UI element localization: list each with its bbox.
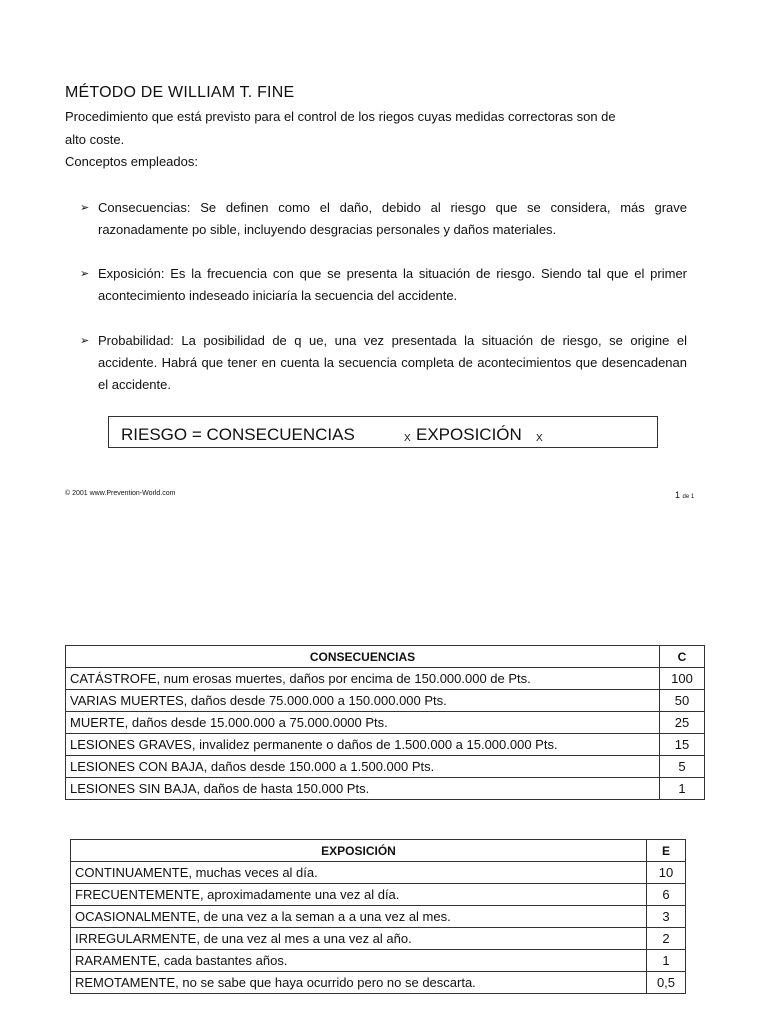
row-lead: CONTINUAMENTE bbox=[75, 865, 189, 880]
row-rest: , no se sabe que haya ocurrido pero no se descarta. bbox=[175, 975, 476, 990]
bullet-text: Consecuencias: Se definen como el daño, debido al riesgo que se considera, más grave razonadamente po sible, incluyendo desgracias personales y daños materiales. bbox=[98, 200, 687, 237]
bullet-consecuencias bbox=[80, 197, 687, 241]
row-value: 2 bbox=[647, 928, 686, 950]
row-rest: , muchas veces al día. bbox=[188, 865, 318, 880]
exposicion-table bbox=[70, 839, 686, 994]
arrow-bullet-icon: ➢ bbox=[80, 335, 90, 347]
table-header-row bbox=[66, 646, 705, 668]
table-header-row bbox=[71, 840, 686, 862]
bullet-text: Exposición: Es la frecuencia con que se presenta la situación de riesgo. Siendo tal que el primer acontecimiento indeseado iniciaría la secuencia del accidente. bbox=[98, 266, 687, 303]
row-value: 15 bbox=[660, 734, 705, 756]
row-value: 1 bbox=[647, 950, 686, 972]
table-row bbox=[66, 778, 705, 800]
row-rest: , num erosas muertes, daños por encima de 150.000.000 de Pts. bbox=[156, 671, 531, 686]
row-value: 50 bbox=[660, 690, 705, 712]
bullet-exposicion bbox=[80, 263, 687, 307]
page-number: 1 bbox=[675, 490, 681, 500]
table-row bbox=[66, 712, 705, 734]
table-row bbox=[66, 756, 705, 778]
row-rest: , de una vez a la seman a a una vez al mes. bbox=[196, 909, 451, 924]
row-lead: RARAMENTE bbox=[75, 953, 157, 968]
row-rest: , daños desde 75.000.000 a 150.000.000 Pts. bbox=[183, 693, 447, 708]
row-lead: LESIONES SIN BAJA bbox=[70, 781, 197, 796]
arrow-bullet-icon: ➢ bbox=[80, 268, 90, 280]
page-of: de 1 bbox=[682, 494, 695, 500]
table-row bbox=[66, 668, 705, 690]
bullet-probabilidad bbox=[80, 330, 687, 396]
table-row bbox=[66, 690, 705, 712]
document-title: MÉTODO DE WILLIAM T. FINE bbox=[65, 84, 295, 101]
table-row bbox=[66, 734, 705, 756]
consecuencias-table bbox=[65, 645, 705, 800]
table-row bbox=[71, 884, 686, 906]
row-rest: , daños de hasta 150.000 Pts. bbox=[196, 781, 370, 796]
row-description bbox=[71, 972, 647, 994]
concepts-label: Conceptos empleados: bbox=[65, 154, 198, 169]
intro-line-1: Procedimiento que está previsto para el control de los riegos cuyas medidas correctoras son de bbox=[65, 109, 616, 124]
row-value: 0,5 bbox=[647, 972, 686, 994]
table-row bbox=[71, 906, 686, 928]
row-value: 10 bbox=[647, 862, 686, 884]
row-rest: , de una vez al mes a una vez al año. bbox=[196, 931, 412, 946]
table-row bbox=[71, 950, 686, 972]
row-lead: REMOTAMENTE bbox=[75, 975, 176, 990]
footer-page-indicator bbox=[675, 490, 694, 500]
table-row bbox=[71, 972, 686, 994]
footer-copyright: © 2001 www.Prevention-World.com bbox=[65, 490, 176, 497]
arrow-bullet-icon: ➢ bbox=[80, 202, 90, 214]
row-lead: FRECUENTEMENTE bbox=[75, 887, 200, 902]
row-description bbox=[66, 690, 660, 712]
table-header-code: E bbox=[647, 840, 686, 862]
table-header-label: CONSECUENCIAS bbox=[66, 646, 660, 668]
row-description bbox=[71, 884, 647, 906]
row-value: 100 bbox=[660, 668, 705, 690]
risk-formula-box bbox=[108, 416, 658, 448]
row-rest: , invalidez permanente o daños de 1.500.000 a 15.000.000 Pts. bbox=[191, 737, 558, 752]
row-value: 1 bbox=[660, 778, 705, 800]
row-lead: IRREGULARMENTE bbox=[75, 931, 197, 946]
row-description bbox=[66, 778, 660, 800]
row-value: 6 bbox=[647, 884, 686, 906]
row-lead: MUERTE bbox=[70, 715, 125, 730]
row-rest: , aproximadamente una vez al día. bbox=[199, 887, 400, 902]
formula-multiply-2: X bbox=[536, 433, 543, 444]
row-description bbox=[66, 756, 660, 778]
table-row bbox=[71, 928, 686, 950]
intro-line-2: alto coste. bbox=[65, 132, 125, 147]
row-lead: CATÁSTROFE bbox=[70, 671, 157, 686]
table-header-label: EXPOSICIÓN bbox=[71, 840, 647, 862]
table-header-code: C bbox=[660, 646, 705, 668]
row-value: 25 bbox=[660, 712, 705, 734]
row-lead: LESIONES GRAVES bbox=[70, 737, 192, 752]
formula-part-2: EXPOSICIÓN bbox=[416, 425, 522, 444]
row-description bbox=[71, 950, 647, 972]
table-row bbox=[71, 862, 686, 884]
bullet-text: Probabilidad: La posibilidad de q ue, una vez presentada la situación de riesgo, se origine el accidente. Habrá que tener en cuenta la secuencia completa de acontecimientos que desencadenan el accidente. bbox=[98, 333, 687, 392]
row-value: 5 bbox=[660, 756, 705, 778]
row-description bbox=[66, 668, 660, 690]
row-description bbox=[71, 928, 647, 950]
row-description bbox=[66, 734, 660, 756]
row-value: 3 bbox=[647, 906, 686, 928]
row-description bbox=[71, 862, 647, 884]
row-rest: , daños desde 150.000 a 1.500.000 Pts. bbox=[203, 759, 435, 774]
row-rest: , cada bastantes años. bbox=[156, 953, 288, 968]
row-rest: , daños desde 15.000.000 a 75.000.0000 Pts. bbox=[124, 715, 388, 730]
formula-part-1: RIESGO = CONSECUENCIAS bbox=[121, 425, 355, 444]
row-lead: LESIONES CON BAJA bbox=[70, 759, 204, 774]
formula-multiply-1: X bbox=[404, 433, 411, 444]
row-description bbox=[71, 906, 647, 928]
row-lead: VARIAS MUERTES bbox=[70, 693, 184, 708]
row-description bbox=[66, 712, 660, 734]
row-lead: OCASIONALMENTE bbox=[75, 909, 197, 924]
